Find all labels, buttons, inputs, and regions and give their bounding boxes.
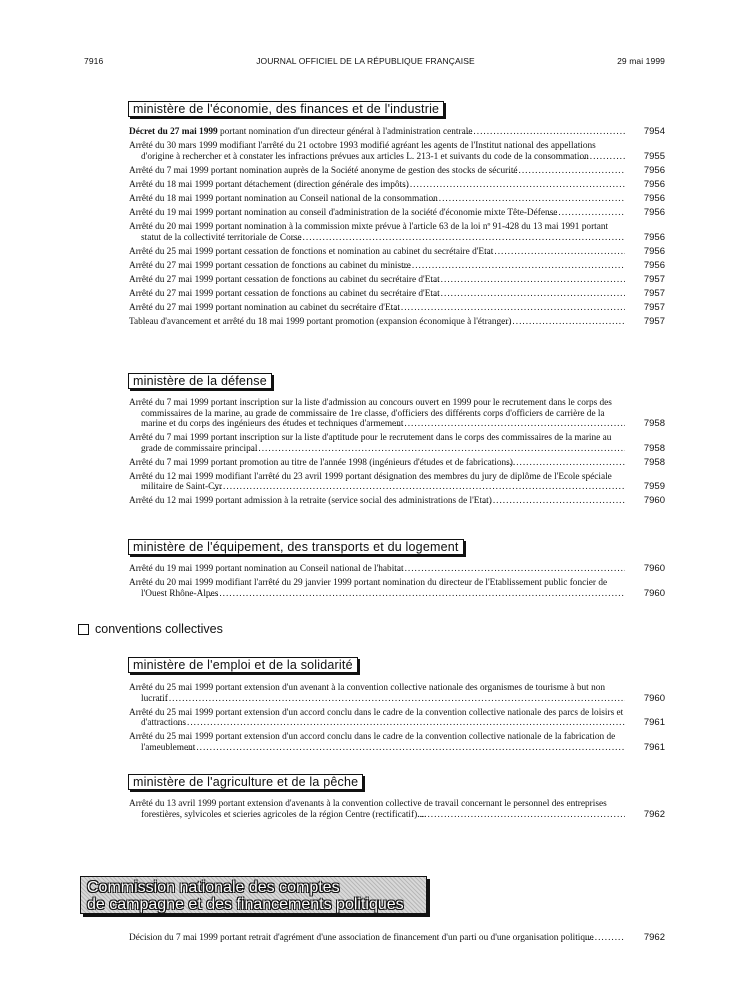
toc-entry	[129, 433, 665, 454]
entry-text: portant nomination d'un directeur général à l'administration centrale	[217, 127, 473, 137]
section-title-defense: ministère de la défense	[128, 373, 272, 389]
toc-entry	[129, 472, 665, 493]
entry-page-number: 7959	[643, 481, 665, 493]
entry-page-number: 7956	[643, 259, 665, 271]
toc-entry	[129, 317, 665, 328]
entry-text: Arrêté du 30 mars 1999 modifiant l'arrêté du 21 octobre 1993 modifié agréant les agents de l'Institut national des appellations d'origine à rechercher et à constater les infractions prévues aux articles L. 213-1 et suivants du code de la consommation	[129, 141, 596, 162]
entry-text: Arrêté du 25 mai 1999 portant extension d'un avenant à la convention collective nationale des organismes de tourisme à but non lucratif	[129, 683, 606, 704]
commission-entries	[129, 933, 665, 947]
entry-page-number: 7960	[643, 495, 665, 507]
entry-page-number: 7957	[643, 302, 665, 314]
entry-page-number: 7956	[643, 164, 665, 176]
entry-text: Arrêté du 18 mai 1999 portant détachement (direction générale des impôts)	[129, 179, 409, 190]
entry-text: Arrêté du 12 mai 1999 portant admission à la retraite (service social des administrations de l'Etat)	[129, 496, 492, 507]
toc-entry	[129, 166, 665, 177]
entry-text: Arrêté du 12 mai 1999 modifiant l'arrêté du 23 avril 1999 portant désignation des membres du jury de diplôme de l'Ecole spéciale militaire de Saint-Cyr	[129, 471, 612, 493]
entry-text: Arrêté du 27 mai 1999 portant cessation de fonctions au cabinet du secrétaire d'Etat	[129, 288, 440, 299]
section-entries-emploi	[129, 683, 665, 757]
toc-entry	[129, 303, 665, 314]
entry-text: Arrêté du 20 mai 1999 modifiant l'arrêté du 29 janvier 1999 portant nomination du directeur de l'Etablissement public foncier de l'Ouest Rhône-Alpes	[129, 578, 608, 599]
toc-entry	[129, 141, 665, 162]
checkbox-square-icon	[78, 624, 89, 635]
section-title-equipement: ministère de l'équipement, des transports et du logement	[128, 539, 464, 555]
entry-page-number: 7956	[643, 206, 665, 218]
entry-text: Décision du 7 mai 1999 portant retrait d'agrément d'une association de financement d'un parti ou d'une organisation politique	[129, 933, 594, 943]
toc-entry	[129, 564, 665, 575]
entry-text: Arrêté du 20 mai 1999 portant nomination à la commission mixte prévue à l'article 63 de la loi nº 91-428 du 13 mai 1991 portant statut de la collectivité territoriale de Corse	[129, 222, 609, 243]
entry-page-number: 7956	[643, 192, 665, 204]
conventions-heading-label: conventions collectives	[95, 622, 223, 636]
page-number: 7916	[84, 56, 104, 66]
entry-page-number: 7956	[643, 245, 665, 257]
entry-page-number: 7960	[643, 563, 665, 574]
toc-entry	[129, 732, 665, 753]
journal-title: JOURNAL OFFICIEL DE LA RÉPUBLIQUE FRANÇAISE	[256, 56, 475, 66]
entry-page-number: 7957	[643, 273, 665, 285]
toc-entry	[129, 458, 665, 469]
entry-text: Arrêté du 25 mai 1999 portant extension d'un accord conclu dans le cadre de la convention collective nationale des parcs de loisirs et d'attractions	[129, 707, 624, 729]
entry-text: Arrêté du 7 mai 1999 portant promotion au titre de l'année 1998 (ingénieurs d'études et de fabrications).	[129, 457, 516, 468]
entry-title-bold: Décret du 27 mai 1999	[129, 127, 218, 137]
section-entries-equipement	[129, 564, 665, 603]
entry-page-number: 7954	[643, 126, 665, 137]
entry-text: Tableau d'avancement et arrêté du 18 mai 1999 portant promotion (expansion économique à l'étranger)	[129, 317, 512, 328]
entry-text: Arrêté du 27 mai 1999 portant nomination au cabinet du secrétaire d'Etat	[129, 303, 400, 314]
section-entries-agriculture	[129, 799, 665, 824]
entry-page-number: 7956	[643, 178, 665, 190]
entry-page-number: 7960	[643, 587, 665, 599]
section-entries-economie	[129, 127, 665, 331]
toc-entry	[129, 194, 665, 205]
toc-entry	[129, 398, 665, 430]
toc-entry	[129, 708, 665, 729]
toc-entry	[129, 578, 665, 599]
entry-text: Arrêté du 27 mai 1999 portant cessation de fonctions au cabinet du ministre	[129, 260, 411, 271]
toc-entry	[129, 222, 665, 243]
entry-page-number: 7960	[643, 692, 665, 704]
entry-page-number: 7957	[643, 316, 665, 328]
entry-text: Arrêté du 19 mai 1999 portant nomination au Conseil national de l'habitat	[129, 564, 404, 574]
entry-text: Arrêté du 13 avril 1999 portant extension d'avenants à la convention collective de travail concernant le personnel des entreprises forestières, sylvicoles et scieries agricoles de la région Centre (rectificatif)....	[129, 799, 607, 820]
conventions-heading	[78, 622, 223, 636]
section-title-agriculture: ministère de l'agriculture et de la pêche	[128, 774, 363, 790]
commission-title-line2: de campagne et des financements politiques	[87, 896, 404, 913]
toc-entry	[129, 275, 665, 286]
toc-entry	[129, 496, 665, 507]
entry-text: Arrêté du 25 mai 1999 portant extension d'un accord conclu dans le cadre de la convention collective nationale de la fabrication de l'ameublement	[129, 732, 616, 753]
toc-entry	[129, 180, 665, 191]
toc-entry	[129, 261, 665, 272]
entry-page-number: 7958	[643, 418, 665, 429]
toc-entry	[129, 208, 665, 219]
entry-page-number: 7961	[643, 741, 665, 753]
toc-entry	[129, 127, 665, 138]
entry-text: Arrêté du 25 mai 1999 portant cessation de fonctions et nomination au cabinet du secrétaire d'Etat	[129, 246, 494, 257]
entry-text: Arrêté du 7 mai 1999 portant inscription sur la liste d'admission au concours ouvert en 1999 pour le recrutement dans le corps des commissaires de la marine, au grade de commissaire de 1re classe, d'officiers des différents corps d'officiers de carrière de la marine et du corps des ingénieurs des études et techniques d'armement	[129, 398, 612, 429]
toc-entry	[129, 683, 665, 704]
entry-text: Arrêté du 7 mai 1999 portant nomination auprès de la Société anonyme de gestion des stocks de sécurité	[129, 165, 518, 176]
entry-page-number: 7957	[643, 287, 665, 299]
entry-page-number: 7958	[643, 456, 665, 468]
entry-page-number: 7962	[643, 808, 665, 820]
toc-entry	[129, 799, 665, 820]
entry-text: Arrêté du 7 mai 1999 portant inscription sur la liste d'aptitude pour le recrutement dans le corps des commissaires de la marine au grade de commissaire principal	[129, 433, 612, 454]
issue-date: 29 mai 1999	[617, 56, 665, 66]
section-title-economie: ministère de l'économie, des finances et de l'industrie	[128, 101, 444, 117]
toc-entry	[129, 933, 665, 944]
entry-text: Arrêté du 18 mai 1999 portant nomination au Conseil national de la consommation	[129, 193, 438, 204]
commission-title-box	[80, 876, 427, 914]
entry-text: Arrêté du 27 mai 1999 portant cessation de fonctions au cabinet du secrétaire d'Etat	[129, 274, 440, 285]
toc-entry	[129, 247, 665, 258]
entry-page-number: 7961	[643, 717, 665, 729]
entry-page-number: 7962	[643, 932, 665, 943]
entry-page-number: 7958	[643, 442, 665, 454]
toc-entry	[129, 289, 665, 300]
entry-page-number: 7955	[643, 150, 665, 162]
section-entries-defense	[129, 398, 665, 510]
commission-title-line1: Commission nationale des comptes	[87, 879, 340, 896]
entry-page-number: 7956	[643, 231, 665, 243]
section-title-emploi: ministère de l'emploi et de la solidarité	[128, 657, 358, 673]
entry-text: Arrêté du 19 mai 1999 portant nomination au conseil d'administration de la société d'économie mixte Tête-Défense	[129, 207, 558, 218]
